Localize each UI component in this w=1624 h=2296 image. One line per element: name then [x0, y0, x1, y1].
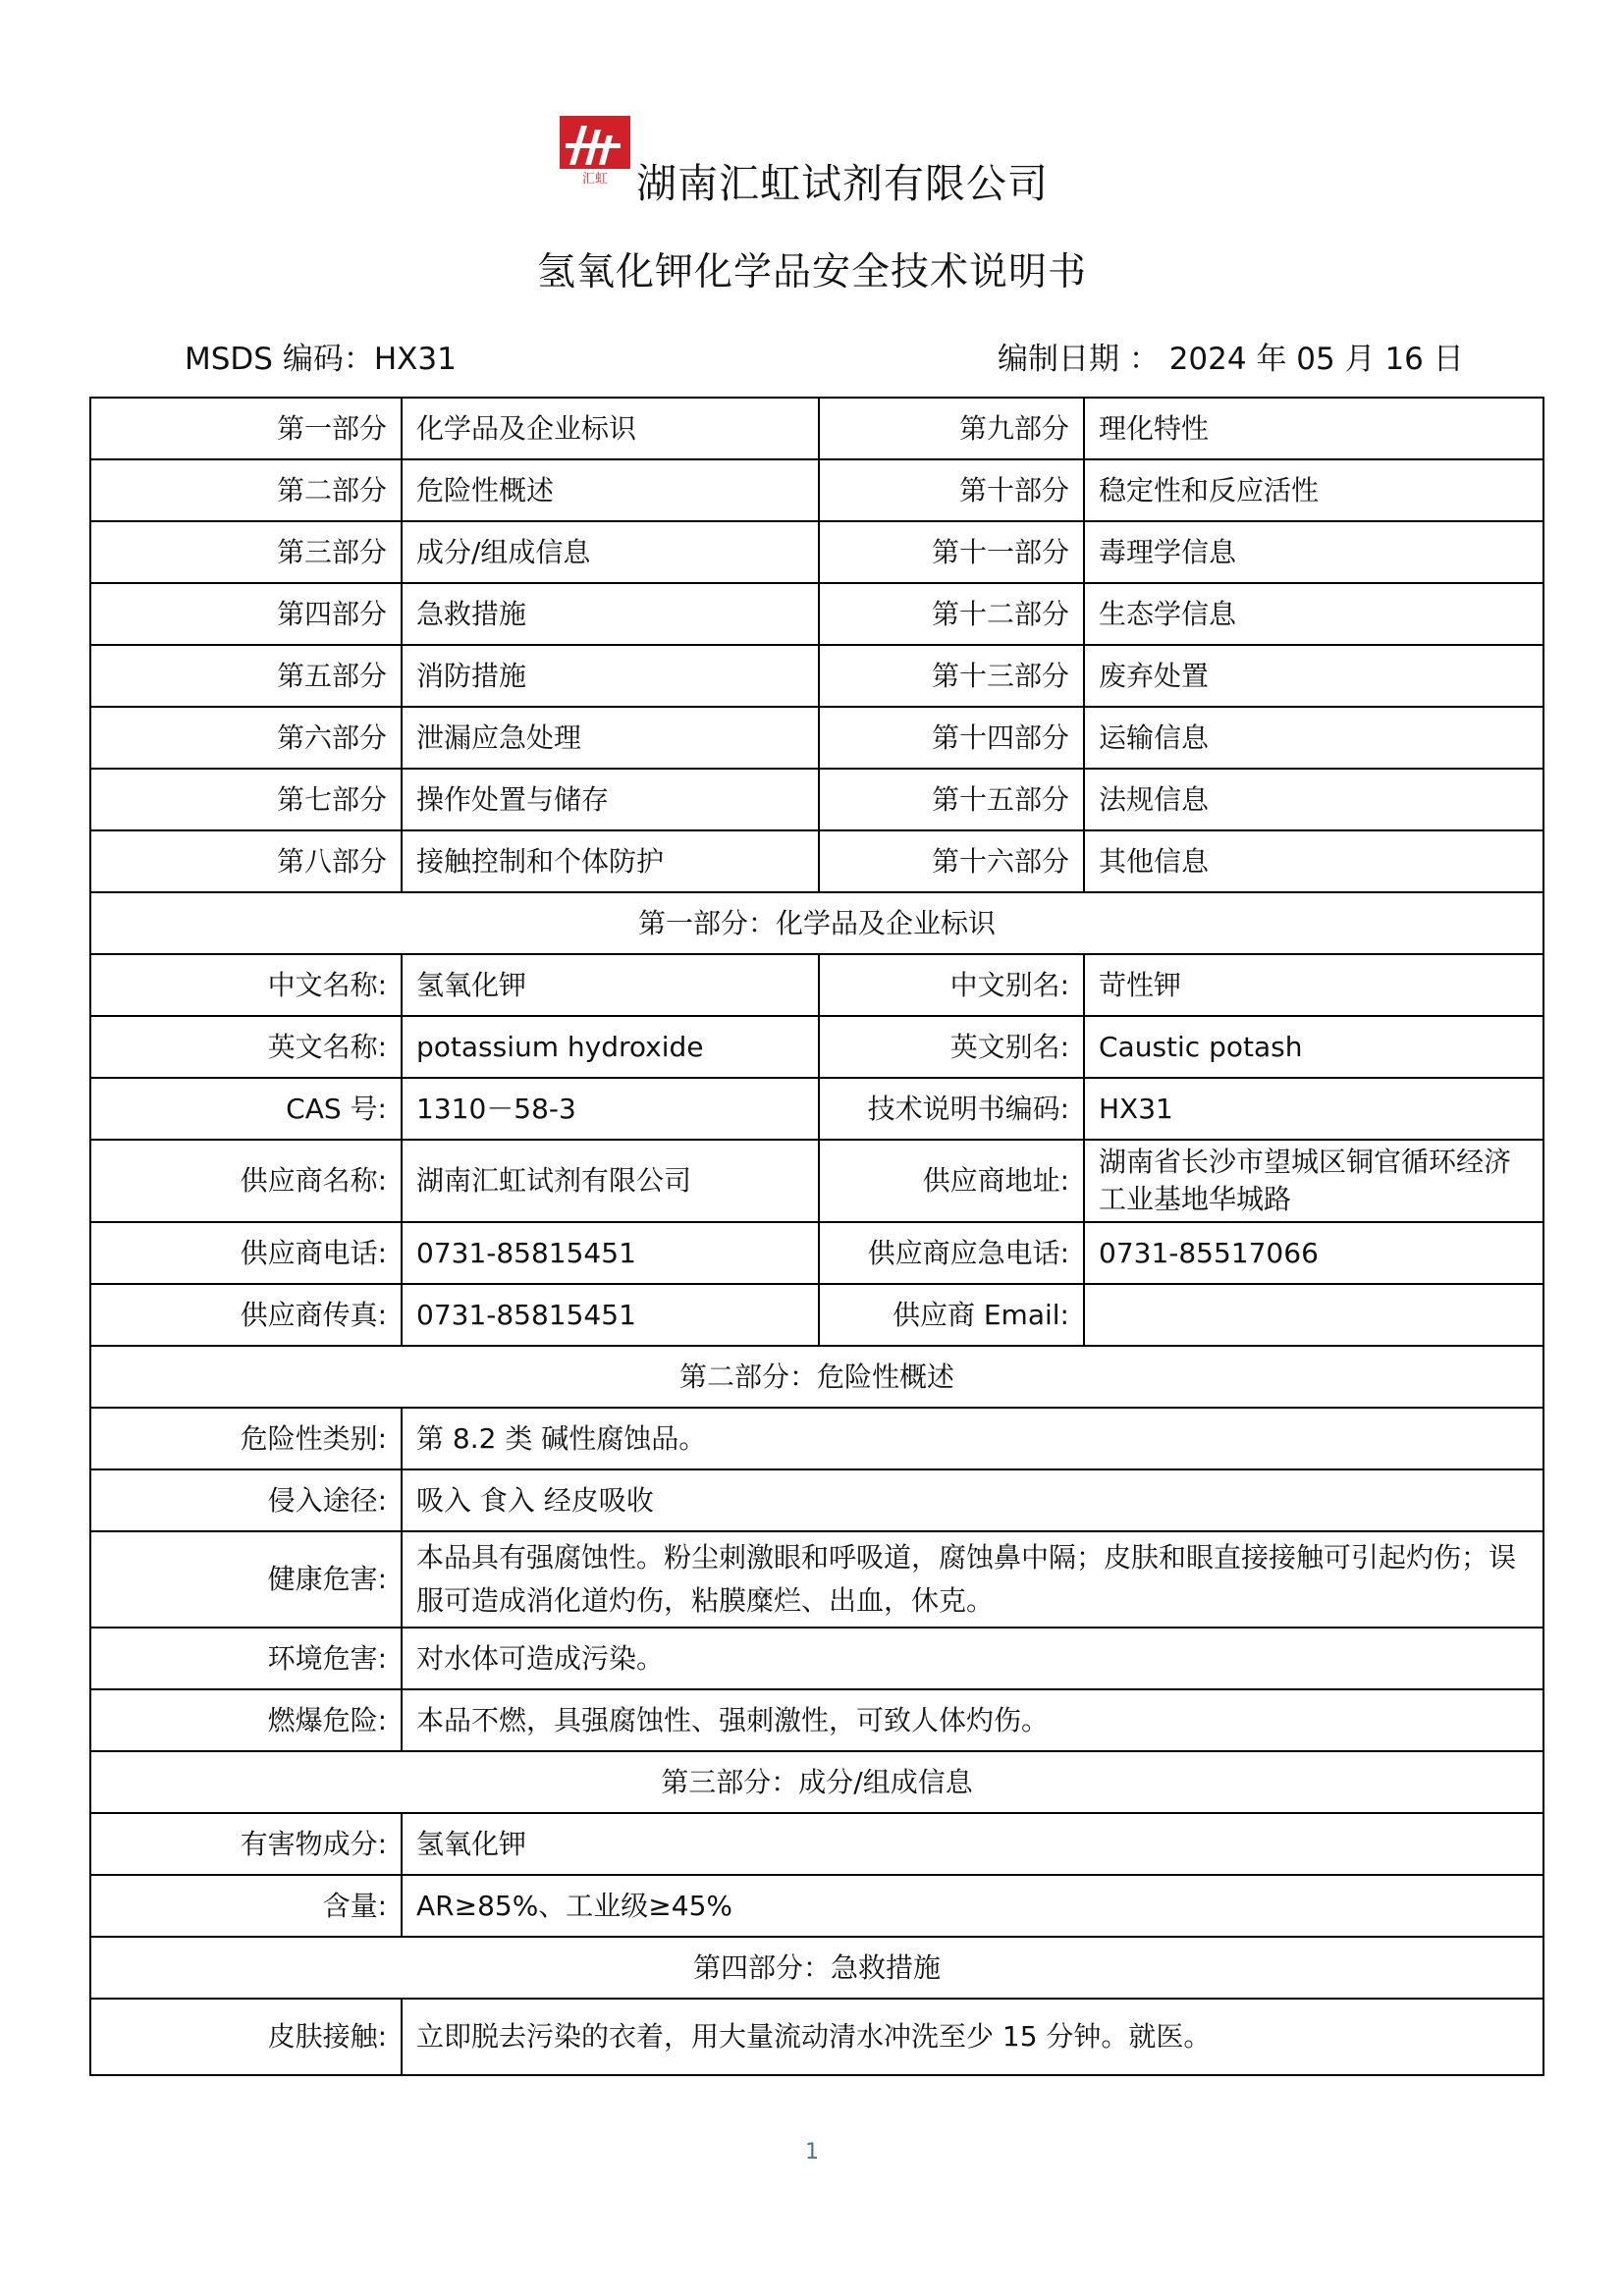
field-label: 中文名称:: [90, 954, 402, 1016]
page-number: 1: [805, 2140, 819, 2164]
field-label: 英文别名:: [819, 1016, 1084, 1078]
field-value: 0731-85815451: [402, 1284, 819, 1346]
field-value: potassium hydroxide: [402, 1016, 819, 1078]
toc-row: [90, 583, 1543, 645]
field-value: [1084, 1284, 1543, 1346]
toc-right-value: 运输信息: [1084, 707, 1543, 769]
toc-right-label: 第十一部分: [819, 521, 1084, 583]
field-label: 供应商地址:: [819, 1140, 1084, 1222]
toc-right-value: 法规信息: [1084, 769, 1543, 830]
field-value: 第 8.2 类 碱性腐蚀品。: [402, 1408, 1543, 1469]
field-value: 0731-85815451: [402, 1222, 819, 1284]
toc-right-label: 第十六部分: [819, 830, 1084, 892]
toc-right-label: 第十五部分: [819, 769, 1084, 830]
info-row: [90, 1999, 1543, 2075]
toc-left-label: 第五部分: [90, 645, 402, 707]
msds-code: MSDS 编码：HX31: [185, 342, 457, 377]
field-value: AR≥85%、工业级≥45%: [402, 1875, 1543, 1937]
toc-row: [90, 707, 1543, 769]
toc-left-label: 第六部分: [90, 707, 402, 769]
document-title: 氢氧化钾化学品安全技术说明书: [536, 250, 1087, 294]
field-value: Caustic potash: [1084, 1016, 1543, 1078]
toc-left-value: 急救措施: [402, 583, 819, 645]
field-label: 供应商传真:: [90, 1284, 402, 1346]
toc-row: [90, 459, 1543, 521]
toc-left-value: 成分/组成信息: [402, 521, 819, 583]
msds-table: [89, 397, 1544, 2076]
field-value: 湖南汇虹试剂有限公司: [402, 1140, 819, 1222]
info-row: [90, 1628, 1543, 1689]
toc-left-value: 泄漏应急处理: [402, 707, 819, 769]
toc-left-value: 危险性概述: [402, 459, 819, 521]
toc-left-label: 第七部分: [90, 769, 402, 830]
section1-heading: 第一部分：化学品及企业标识: [90, 892, 1543, 954]
field-value: 1310－58-3: [402, 1078, 819, 1140]
field-label: 供应商电话:: [90, 1222, 402, 1284]
info-row: [90, 1222, 1543, 1284]
field-value: 苛性钾: [1084, 954, 1543, 1016]
toc-left-value: 接触控制和个体防护: [402, 830, 819, 892]
field-value: 本品具有强腐蚀性。粉尘刺激眼和呼吸道，腐蚀鼻中隔；皮肤和眼直接接触可引起灼伤；误服可造成消化道灼伤，粘膜糜烂、出血，休克。: [402, 1531, 1543, 1628]
field-label: 含量:: [90, 1875, 402, 1937]
section4-heading: 第四部分：急救措施: [90, 1937, 1543, 1999]
info-row: [90, 1469, 1543, 1531]
section-heading-row: [90, 1751, 1543, 1813]
toc-right-label: 第十四部分: [819, 707, 1084, 769]
field-value: 0731-85517066: [1084, 1222, 1543, 1284]
toc-row: [90, 398, 1543, 459]
field-label: CAS 号:: [90, 1078, 402, 1140]
toc-right-value: 生态学信息: [1084, 583, 1543, 645]
toc-left-label: 第八部分: [90, 830, 402, 892]
company-name: 湖南汇虹试剂有限公司: [636, 160, 1049, 207]
toc-left-label: 第三部分: [90, 521, 402, 583]
toc-right-label: 第十部分: [819, 459, 1084, 521]
section-heading-row: [90, 1346, 1543, 1408]
field-label: 供应商名称:: [90, 1140, 402, 1222]
field-value: 立即脱去污染的衣着，用大量流动清水冲洗至少 15 分钟。就医。: [402, 1999, 1543, 2075]
field-label: 危险性类别:: [90, 1408, 402, 1469]
toc-row: [90, 645, 1543, 707]
field-label: 英文名称:: [90, 1016, 402, 1078]
toc-left-label: 第一部分: [90, 398, 402, 459]
toc-left-value: 消防措施: [402, 645, 819, 707]
info-row: [90, 1875, 1543, 1937]
field-label: 中文别名:: [819, 954, 1084, 1016]
toc-right-value: 稳定性和反应活性: [1084, 459, 1543, 521]
toc-row: [90, 830, 1543, 892]
toc-right-value: 毒理学信息: [1084, 521, 1543, 583]
section-heading-row: [90, 892, 1543, 954]
field-value: 氢氧化钾: [402, 1813, 1543, 1875]
field-label: 技术说明书编码:: [819, 1078, 1084, 1140]
toc-left-label: 第二部分: [90, 459, 402, 521]
info-row: [90, 1016, 1543, 1078]
toc-right-value: 废弃处置: [1084, 645, 1543, 707]
field-value: 氢氧化钾: [402, 954, 819, 1016]
toc-row: [90, 769, 1543, 830]
field-label: 供应商应急电话:: [819, 1222, 1084, 1284]
field-value: 吸入 食入 经皮吸收: [402, 1469, 1543, 1531]
info-row: [90, 1813, 1543, 1875]
section-heading-row: [90, 1937, 1543, 1999]
compile-date: 编制日期 ： 2024 年 05 月 16 日: [998, 342, 1464, 377]
toc-right-label: 第十三部分: [819, 645, 1084, 707]
field-value: 湖南省长沙市望城区铜官循环经济工业基地华城路: [1084, 1140, 1543, 1222]
info-row: [90, 1408, 1543, 1469]
toc-right-value: 其他信息: [1084, 830, 1543, 892]
info-row: [90, 1689, 1543, 1751]
toc-left-label: 第四部分: [90, 583, 402, 645]
info-row: [90, 1140, 1543, 1222]
field-label: 供应商 Email:: [819, 1284, 1084, 1346]
section3-heading: 第三部分：成分/组成信息: [90, 1751, 1543, 1813]
info-row: [90, 1078, 1543, 1140]
info-row: [90, 954, 1543, 1016]
toc-row: [90, 521, 1543, 583]
field-value: 对水体可造成污染。: [402, 1628, 1543, 1689]
toc-right-value: 理化特性: [1084, 398, 1543, 459]
info-row: [90, 1531, 1543, 1628]
toc-right-label: 第十二部分: [819, 583, 1084, 645]
info-row: [90, 1284, 1543, 1346]
company-logo: [560, 116, 630, 187]
document-header: [0, 116, 1624, 207]
field-label: 皮肤接触:: [90, 1999, 402, 2075]
logo-text: 汇虹: [581, 172, 609, 187]
toc-left-value: 操作处置与储存: [402, 769, 819, 830]
field-label: 侵入途径:: [90, 1469, 402, 1531]
field-label: 有害物成分:: [90, 1813, 402, 1875]
section2-heading: 第二部分：危险性概述: [90, 1346, 1543, 1408]
field-label: 环境危害:: [90, 1628, 402, 1689]
field-label: 燃爆危险:: [90, 1689, 402, 1751]
toc-right-label: 第九部分: [819, 398, 1084, 459]
field-label: 健康危害:: [90, 1531, 402, 1628]
field-value: 本品不燃，具强腐蚀性、强刺激性，可致人体灼伤。: [402, 1689, 1543, 1751]
toc-left-value: 化学品及企业标识: [402, 398, 819, 459]
field-value: HX31: [1084, 1078, 1543, 1140]
